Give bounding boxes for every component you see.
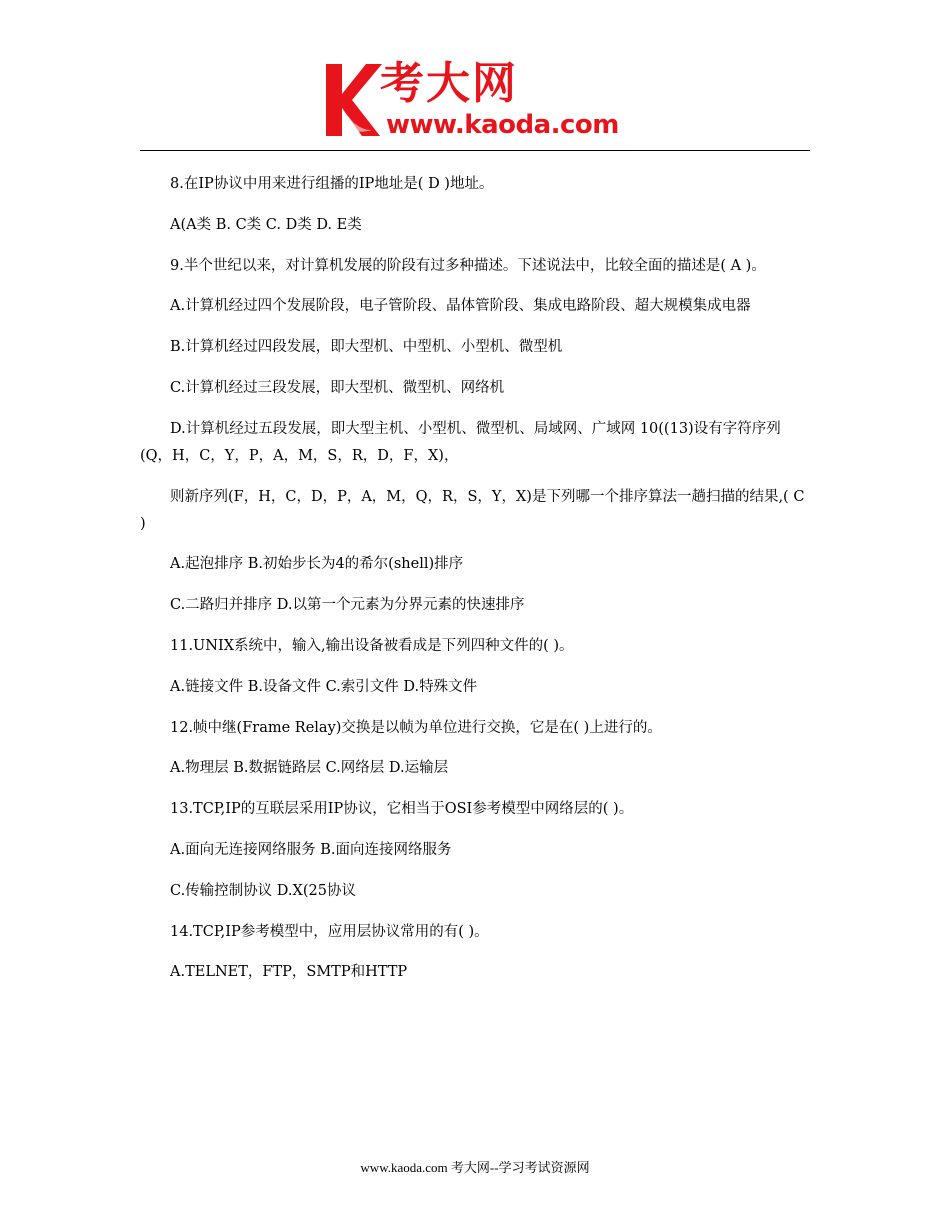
question-11-options: A.链接文件 B.设备文件 C.索引文件 D.特殊文件 — [170, 678, 478, 695]
question-9-option-d: D.计算机经过五段发展，即大型主机、小型机、微型机、局域网、广域网 10((13)设有字符序列(Q，H，C，Y，P，A，M，S，R，D，F，X)， — [140, 420, 781, 464]
logo-brand-cn: 考大网 — [380, 58, 518, 109]
question-9-option-a: A.计算机经过四个发展阶段，电子管阶段、晶体管阶段、集成电路阶段、超大规模集成电器 — [170, 298, 751, 315]
question-14-option-a: A.TELNET，FTP，SMTP和HTTP — [170, 964, 408, 981]
k-logo-icon — [322, 60, 384, 138]
document-body — [140, 171, 812, 1000]
question-8-options: A(A类 B. C类 C. D类 D. E类 — [170, 216, 362, 233]
question-13-options-cd: C.传输控制协议 D.X(25协议 — [170, 882, 356, 899]
question-11: 11.UNIX系统中，输入,输出设备被看成是下列四种文件的( )。 — [170, 637, 574, 654]
question-12-options: A.物理层 B.数据链路层 C.网络层 D.运输层 — [170, 760, 449, 777]
question-10-options-cd: C.二路归并排序 D.以第一个元素为分界元素的快速排序 — [170, 597, 525, 614]
question-10-stem: 则新序列(F，H，C，D，P，A，M，Q，R，S，Y，X)是下列哪一个排序算法一趟扫描的结果,( C ) — [140, 488, 805, 532]
question-13-options-ab: A.面向无连接网络服务 B.面向连接网络服务 — [170, 841, 452, 858]
question-14: 14.TCP,IP参考模型中，应用层协议常用的有( )。 — [170, 923, 489, 940]
question-9: 9.半个世纪以来，对计算机发展的阶段有过多种描述。下述说法中，比较全面的描述是( A )。 — [170, 257, 766, 274]
question-8: 8.在IP协议中用来进行组播的IP地址是( D )地址。 — [170, 176, 494, 192]
question-9-option-b: B.计算机经过四段发展，即大型机、中型机、小型机、微型机 — [170, 339, 563, 356]
question-12: 12.帧中继(Frame Relay)交换是以帧为单位进行交换，它是在( )上进行的。 — [170, 719, 662, 736]
header-divider — [140, 150, 810, 151]
site-logo — [322, 56, 642, 140]
question-13: 13.TCP,IP的互联层采用IP协议，它相当于OSI参考模型中网络层的( )。 — [170, 801, 634, 818]
question-10-options-ab: A.起泡排序 B.初始步长为4的希尔(shell)排序 — [170, 556, 464, 573]
question-9-option-c: C.计算机经过三段发展，即大型机、微型机、网络机 — [170, 379, 505, 396]
page-footer: www.kaoda.com 考大网--学习考试资源网 — [360, 1160, 590, 1175]
logo-brand-url: www.kaoda.com — [386, 110, 619, 140]
